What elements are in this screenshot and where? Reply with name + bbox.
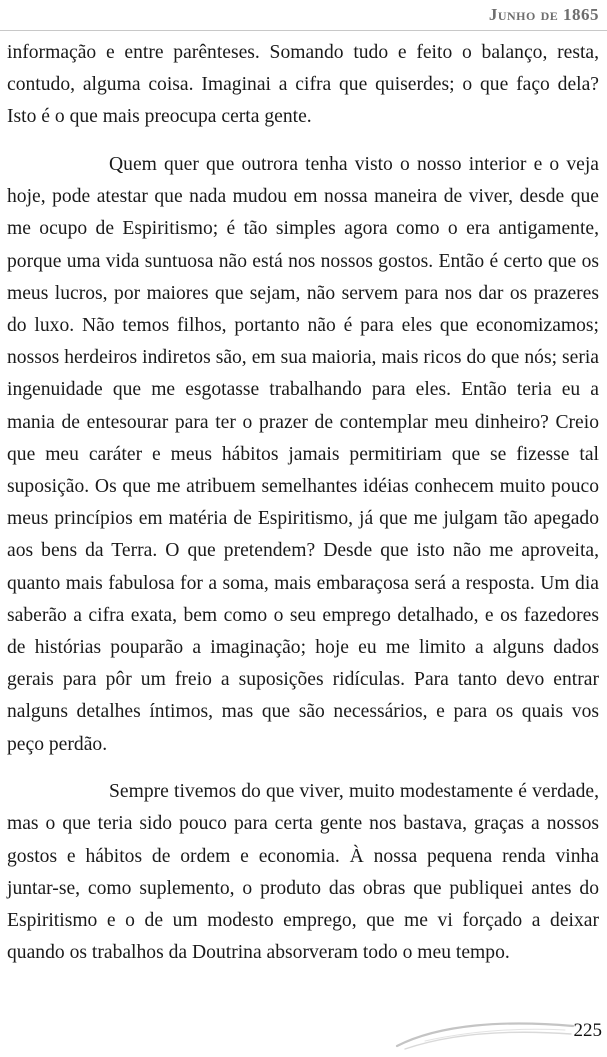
paragraph: Sempre tivemos do que viver, muito modestamente é verdade, mas o que teria sido pouco para certa gente nos bastava, graças a nossos gostos e hábitos de ordem e economia. À nossa pequena renda vinha juntar-se, como suplemento, o produto das obras que publiquei antes do Espiritismo e o de um modesto emprego, que me vi forçado a deixar quando os trabalhos da Doutrina absorveram todo o meu tempo. (7, 781, 599, 964)
paragraph: Quem quer que outrora tenha visto o nosso interior e o veja hoje, pode atestar que nada mudou em nossa maneira de viver, desde que me ocupo de Espiritismo; é tão simples agora como o era antigamente, porque uma vida suntuosa não está nos nossos gostos. Então é certo que os meus lucros, por maiores que sejam, não servem para nos dar os prazeres do luxo. Não temos filhos, portanto não é para eles que economizamos; nossos herdeiros indiretos são, em sua maioria, mais ricos do que nós; seria ingenuidade que me esgotasse trabalhando para eles. Então teria eu a mania de entesourar para ter o prazer de contemplar meu dinheiro? Creio que meu caráter e meus hábitos jamais permitiriam que se fizesse tal suposição. Os que me atribuem semelhantes idéias conhecem muito pouco meus princípios em matéria de Espiritismo, já que me julgam tão apegado aos bens da Terra. O que pretendem? Desde que isto não me aproveita, quanto mais fabulosa for a soma, mais embaraçosa será a resposta. Um dia saberão a cifra exata, bem como o seu emprego detalhado, e os fazedores de histórias pouparão a imaginação; hoje eu me limito a alguns dados gerais para pôr um freio a suposições ridículas. Para tanto devo entrar nalguns detalhes íntimos, mas que são necessários, e para os quais vos peço perdão. (7, 154, 599, 755)
header-divider (0, 30, 607, 31)
swoosh-ornament-icon (395, 1016, 575, 1050)
body-text (7, 37, 599, 969)
paragraph-continuation: informação e entre parênteses. Somando tudo e feito o balanço, resta, contudo, alguma coisa. Imaginai a cifra que quiserdes; o que faço dela? Isto é o que mais preocupa certa gente. (7, 42, 599, 128)
running-header: Junho de 1865 (488, 5, 599, 24)
page-number: 225 (573, 1020, 602, 1041)
